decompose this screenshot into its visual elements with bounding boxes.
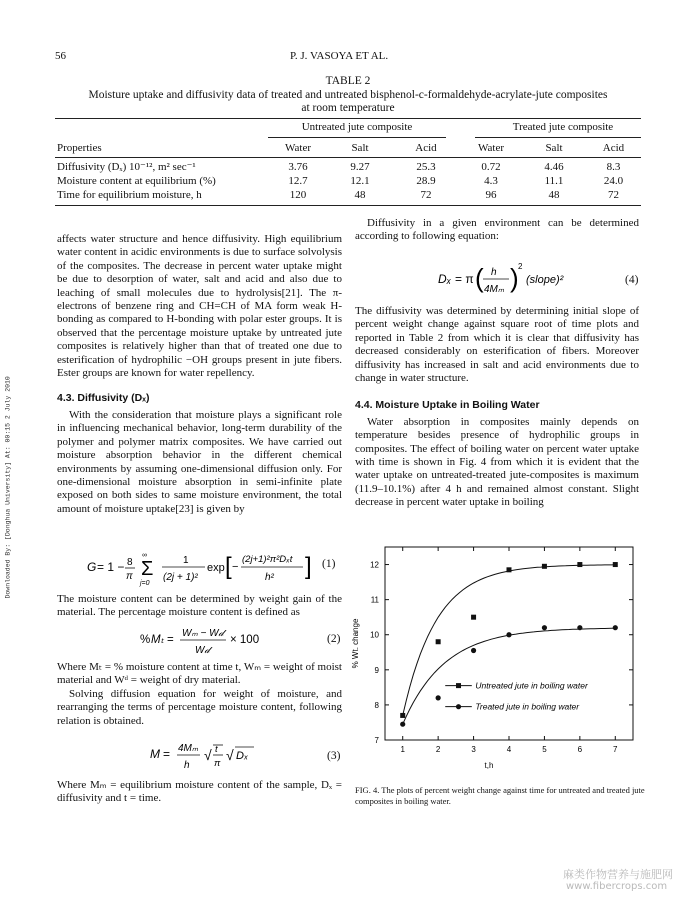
svg-text:h: h (491, 267, 497, 278)
header-cell: Salt (545, 142, 563, 154)
y-tick-label: 7 (374, 736, 379, 745)
equation-1 (85, 545, 315, 589)
table-row (55, 188, 641, 202)
svg-text:=: = (163, 747, 171, 761)
legend-label: Treated jute in boiling water (475, 701, 580, 712)
paragraph: Solving diffusion equation for weight of moisture, and rearranging the terms of percentage moisture content, following relation is obtained. (57, 687, 342, 727)
svg-text:]: ] (305, 553, 312, 580)
untreated-point (577, 562, 582, 567)
table-cell: 120 (289, 189, 307, 201)
watermark-text: 麻类作物营养与施肥网 (563, 868, 673, 881)
svg-text:∞: ∞ (142, 552, 147, 559)
x-tick-label: 5 (542, 745, 547, 754)
y-tick-label: 12 (370, 560, 379, 570)
table-cell: 48 (548, 189, 560, 201)
table-caption-line2: at room temperature (301, 102, 395, 114)
untreated-point (436, 639, 441, 644)
svg-text:=: = (167, 634, 174, 646)
paragraph: affects water structure and hence diffusivity. High equilibrium water content in acidic environments is due to surface solvolysis of the composites. The decrease in percent water uptake might be due to desorption of water, salt and acid and also due to leaching of small molecules due to hydrolysis[21]. The π-electrons of benzene ring and CH=CH of MA form weak H-bonding as compared to H-bonding with polar ester groups. It is observed that the percentage moisture uptake by untreated jute composites is relatively higher than that of treated one due to esterification of hydrophilic −OH groups present in jute fibers. Ester groups are known for water repellency. (57, 233, 342, 380)
table-cell: 48 (354, 189, 366, 201)
svg-text:(2j + 1)²: (2j + 1)² (163, 572, 198, 583)
svg-text:h²: h² (265, 572, 274, 583)
svg-text:× 100: × 100 (230, 634, 260, 646)
table-cell: 25.3 (416, 161, 436, 173)
legend-circle-marker (456, 704, 461, 709)
svg-text:Dₓ: Dₓ (438, 272, 452, 286)
group-treated-rule (475, 137, 641, 138)
row-property: Time for equilibrium moisture, h (57, 189, 202, 201)
x-tick-label: 2 (435, 745, 441, 754)
table-caption-line1: Moisture uptake and diffusivity data of treated and untreated bisphenol-c-formaldehyde-acrylate-jute composites (88, 89, 608, 101)
row-property: Diffusivity (Dₓ) 10⁻¹², m² sec⁻¹ (57, 161, 196, 173)
x-tick-label: 4 (506, 745, 512, 754)
header-cell: Acid (415, 142, 437, 154)
y-tick-label: 8 (374, 700, 379, 710)
svg-text:G: G (87, 560, 97, 574)
table-cell: 9.27 (350, 161, 370, 173)
untreated-point (613, 562, 618, 567)
svg-text:(: ( (475, 263, 484, 293)
equation-4 (438, 257, 588, 301)
paragraph: Where Mₜ = % moisture content at time t, Wₘ = weight of moist material and Wᵈ = weight of dry material. (57, 661, 342, 687)
equation-2-number: (2) (327, 633, 341, 645)
y-tick-label: 10 (370, 630, 379, 640)
y-tick-label: 9 (374, 665, 379, 675)
treated-point (577, 625, 582, 630)
svg-text:exp: exp (207, 562, 225, 574)
series-curve (403, 565, 616, 716)
x-tick-label: 6 (577, 745, 583, 754)
svg-text:4Mₘ: 4Mₘ (178, 743, 199, 754)
svg-text:(2j+1)²π²Dₓt: (2j+1)²π²Dₓt (242, 554, 293, 565)
legend-label: Untreated jute in boiling water (475, 680, 588, 691)
left-column-lower (57, 661, 342, 728)
svg-text:Σ: Σ (141, 558, 154, 580)
x-tick-label: 7 (613, 745, 618, 754)
equation-3-number: (3) (327, 750, 341, 762)
equation-2 (140, 623, 290, 657)
header-cell: Salt (351, 142, 369, 154)
svg-text:Dₓ: Dₓ (236, 750, 249, 762)
figure-caption: FIG. 4. The plots of percent weight change against time for untreated and treated jute composites in boiling water. (355, 785, 645, 806)
table-cell: 28.9 (416, 175, 436, 187)
y-tick-label: 11 (370, 595, 379, 605)
svg-text:√: √ (226, 747, 234, 763)
svg-text:t: t (215, 744, 218, 755)
download-note: Downloaded By: [Donghua University] At: 00:15 2 July 2010 (4, 376, 12, 599)
group-untreated-rule (268, 137, 446, 138)
table-cell: 72 (420, 189, 432, 201)
table-label: TABLE 2 (325, 75, 371, 87)
treated-point (613, 625, 618, 630)
svg-text:j=0: j=0 (140, 580, 150, 587)
table-cell: 4.3 (484, 175, 498, 187)
svg-text:M: M (150, 747, 160, 761)
treated-point (436, 695, 441, 700)
table-cell: 8.3 (606, 161, 621, 173)
group-untreated: Untreated jute composite (301, 121, 413, 133)
svg-text:1: 1 (183, 555, 189, 566)
header-cell: Water (285, 142, 311, 154)
header-cell: Water (478, 142, 504, 154)
svg-text:8: 8 (127, 557, 133, 568)
x-tick-label: 1 (400, 745, 405, 754)
svg-text:= 1 −: = 1 − (97, 560, 125, 574)
table-cell: 24.0 (603, 175, 624, 187)
treated-point (506, 632, 511, 637)
paragraph: The diffusivity was determined by determining initial slope of percent weight change against square root of time plots and reported in Table 2 from which it is clear that diffusivity has decreased considerably on esterification of fibers. Moreover diffusivity has increased in salt and acid environments due to change in water structure. (355, 305, 639, 385)
untreated-point (471, 615, 476, 620)
table-cell: 12.1 (350, 175, 370, 187)
paragraph: Where Mₘ = equilibrium moisture content of the sample, Dₓ = diffusivity and t = time. (57, 779, 342, 805)
equation-3 (150, 738, 280, 772)
table-bottom-rule (55, 205, 641, 206)
svg-text:Wₘ − W𝒹: Wₘ − W𝒹 (182, 628, 224, 639)
table-cell: 96 (485, 189, 497, 201)
table-cell: 3.76 (288, 161, 308, 173)
watermark-url: www.fibercrops.com (566, 881, 668, 892)
svg-text:π: π (214, 758, 221, 769)
svg-text:[: [ (225, 553, 232, 580)
group-treated: Treated jute composite (512, 121, 614, 133)
treated-point (400, 722, 405, 727)
left-column-mid (57, 593, 342, 620)
table-row (55, 174, 641, 188)
row-property: Moisture content at equilibrium (%) (57, 175, 216, 187)
legend-square-marker (456, 683, 461, 688)
table-row (55, 160, 641, 174)
equation-4-number: (4) (625, 274, 639, 286)
svg-text:−: − (232, 561, 239, 573)
treated-point (542, 625, 547, 630)
left-column-bottom (57, 779, 342, 806)
right-column-mid (355, 305, 639, 510)
svg-text:(slope)²: (slope)² (526, 274, 564, 286)
table-cell: 12.7 (288, 175, 308, 187)
running-title: P. J. VASOYA ET AL. (290, 50, 389, 62)
table-top-rule (55, 118, 641, 119)
page-number: 56 (55, 50, 66, 62)
left-column-top (57, 233, 342, 516)
paragraph: The moisture content can be determined by weight gain of the material. The percentage moisture content is defined as (57, 593, 342, 619)
svg-text:= π: = π (455, 272, 474, 286)
data-table (55, 141, 641, 202)
svg-text:): ) (510, 263, 519, 293)
x-tick-label: 3 (471, 745, 476, 754)
header-cell: Acid (602, 142, 625, 154)
figure-4-chart (345, 535, 645, 780)
svg-text:4Mₘ: 4Mₘ (484, 284, 505, 295)
table-cell: 11.1 (544, 175, 564, 187)
table-cell: 4.46 (544, 161, 564, 173)
svg-text:π: π (126, 571, 133, 582)
y-axis-label: % Wt. change (351, 618, 360, 669)
untreated-point (400, 713, 405, 718)
paragraph: Diffusivity in a given environment can be determined according to following equation: (355, 217, 639, 243)
section-heading-4-4: 4.4. Moisture Uptake in Boiling Water (355, 399, 540, 412)
svg-text:%: % (140, 634, 151, 646)
untreated-point (542, 564, 547, 569)
table-cell: 0.72 (481, 161, 501, 173)
svg-text:W𝒹: W𝒹 (195, 645, 210, 656)
untreated-point (507, 567, 512, 572)
section-heading-4-3: 4.3. Diffusivity (Dₓ) (57, 392, 150, 405)
svg-text:√: √ (204, 747, 212, 763)
table-header-row (55, 141, 641, 155)
right-column-top (355, 217, 639, 244)
equation-1-number: (1) (322, 558, 336, 570)
x-axis-label: t,h (484, 761, 494, 770)
treated-point (471, 648, 476, 653)
svg-text:h: h (184, 760, 190, 771)
header-properties: Properties (57, 142, 102, 154)
paragraph: With the consideration that moisture plays a significant role in influencing mechanical behavior, long-term durability of the polymer and polymer matrix composites. We have carried out moisture absorption behavior in the different chemical environments by assuming one-dimensional diffusion only. For one-dimensional moisture absorption in semi-infinite plate exposed on both sides to same moisture environment, the total amount of moisture uptake[23] is given by (57, 408, 342, 515)
svg-text:2: 2 (518, 262, 523, 271)
table-cell: 72 (608, 189, 619, 201)
paragraph: Water absorption in composites mainly depends on temperature besides presence of hydrophilic groups in composites. The effect of boiling water on percent water uptake with time is shown in Fig. 4 from which it is evident that the water uptake on untreated-treated jute-composites is maximum (11.9–10.1%) after 4 h and remained almost constant. Slight decrease in percent water uptake in boiling (355, 415, 639, 509)
svg-text:Mₜ: Mₜ (151, 634, 164, 646)
